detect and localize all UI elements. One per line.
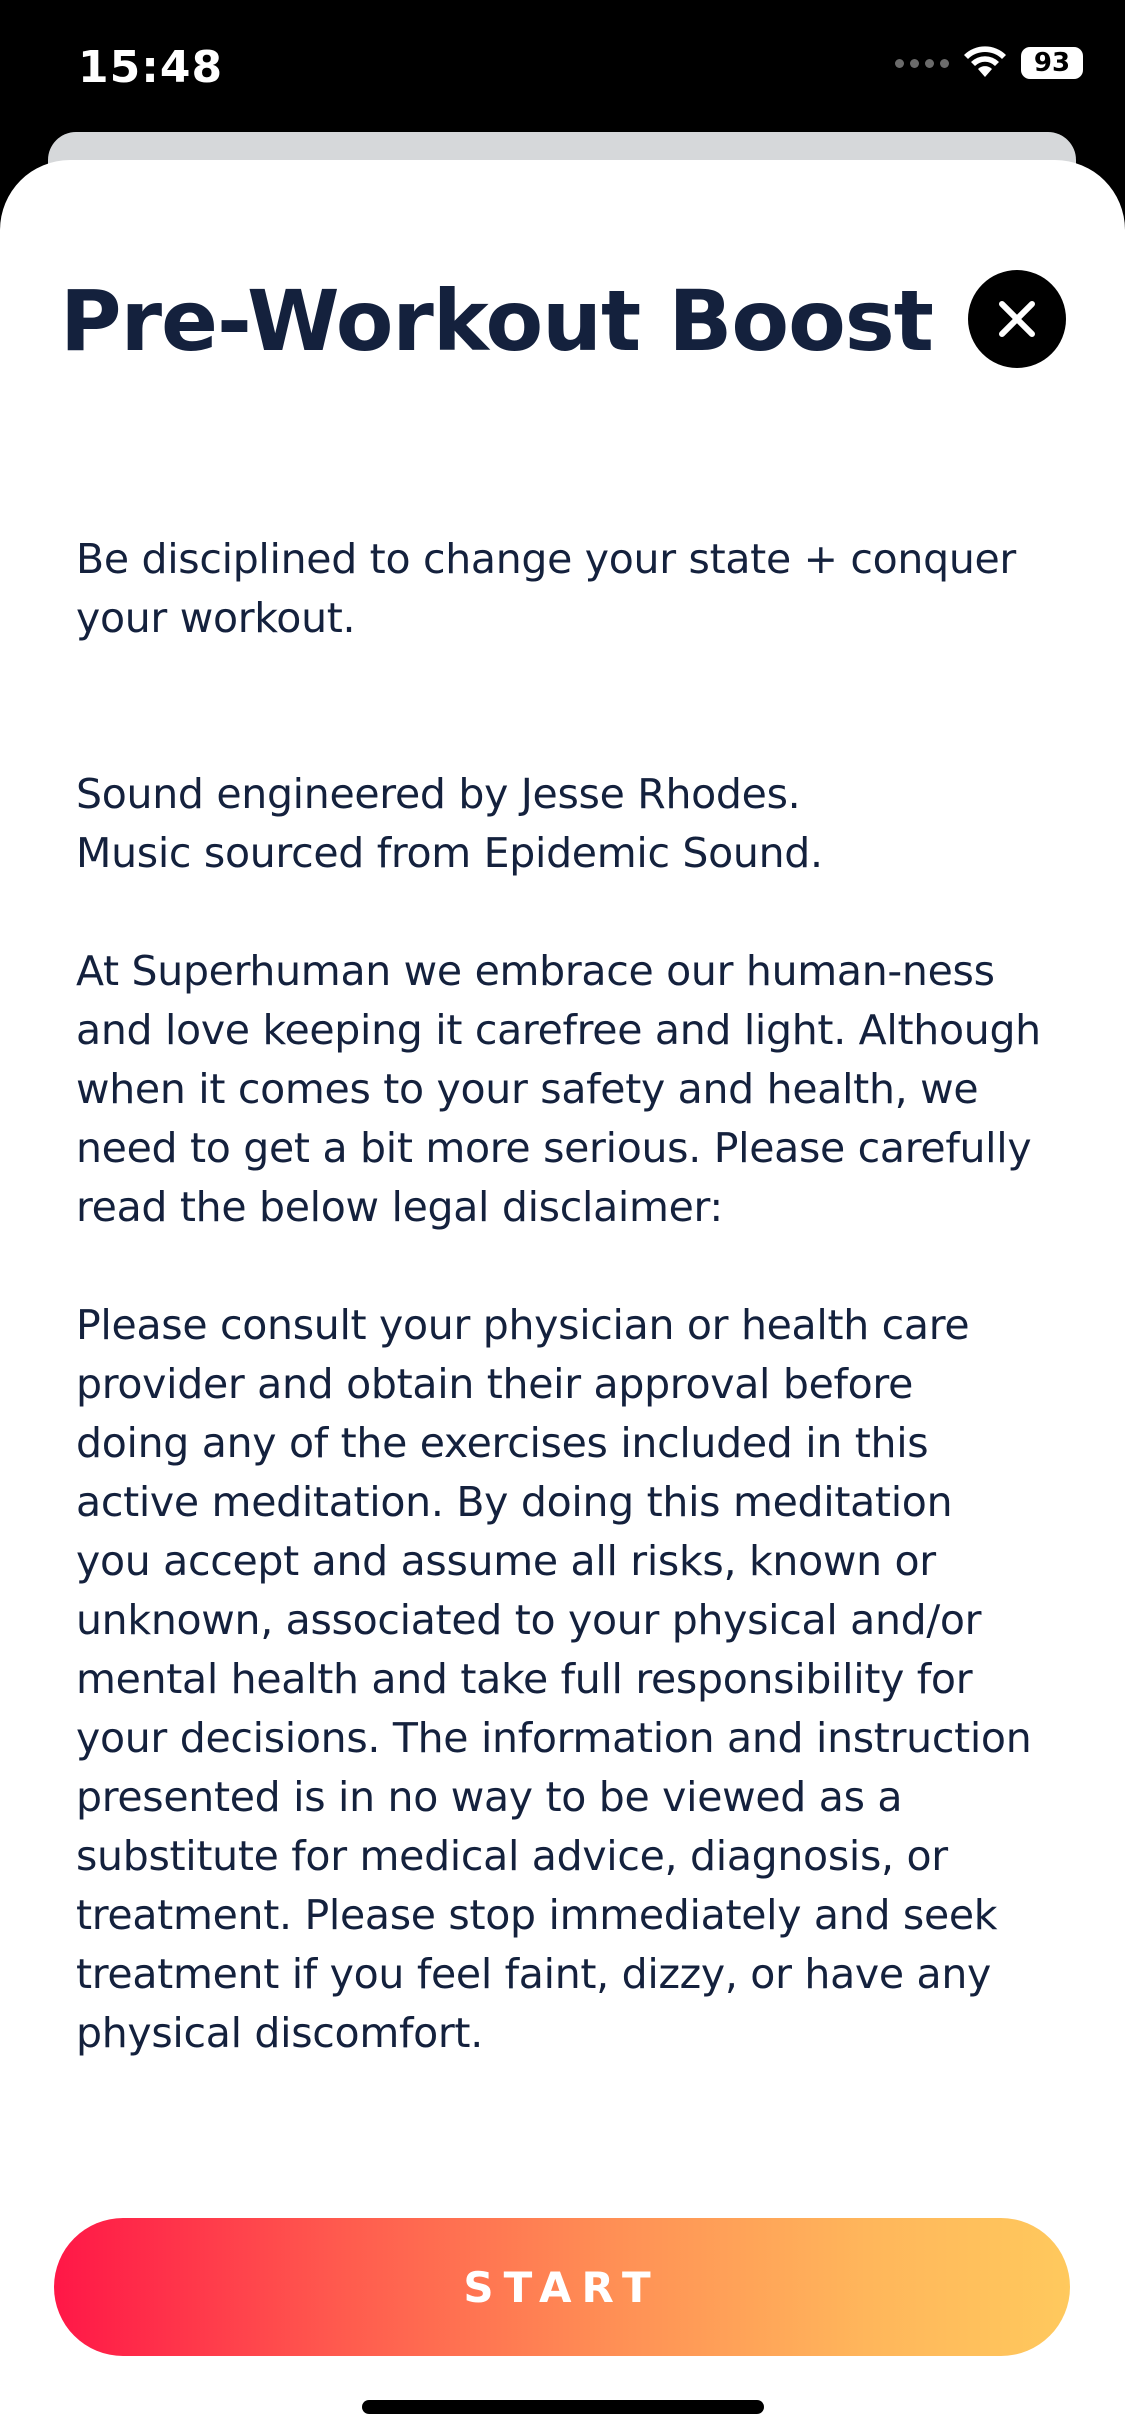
close-icon: [997, 299, 1037, 339]
status-bar: [0, 0, 1125, 130]
battery-level: 93: [1021, 47, 1083, 79]
description-scroll-area[interactable]: [76, 530, 1066, 2057]
description-paragraph: Sound engineered by Jesse Rhodes. Music sourced from Epidemic Sound.: [76, 770, 823, 877]
close-button[interactable]: [968, 270, 1066, 368]
status-indicators: [895, 46, 1077, 80]
status-time: 15:48: [78, 42, 224, 93]
description-paragraph: At Superhuman we embrace our human-ness and love keeping it carefree and light. Although when it comes to your safety and health, we need to get a bit more serious. Please carefully read the below legal disclaimer:: [76, 947, 1041, 1231]
description-paragraph: Be disciplined to change your state + conquer your workout.: [76, 535, 1016, 642]
home-indicator[interactable]: [362, 2400, 764, 2414]
page-title: Pre-Workout Boost: [60, 272, 933, 370]
cellular-signal-icon: [895, 59, 949, 68]
wifi-icon: [963, 46, 1007, 80]
modal-sheet: [0, 160, 1125, 2436]
start-button[interactable]: START: [54, 2218, 1070, 2356]
description-paragraph: Please consult your physician or health care provider and obtain their approval before doing any of the exercises included in this active meditation. By doing this meditation you accept and assume all risks, known or unknown, associated to your physical and/or mental health and take full responsibility for your decisions. The information and instruction presented is in no way to be viewed as a substitute for medical advice, diagnosis, or treatment. Please stop immediately and seek treatment if you feel faint, dizzy, or have any physical discomfort.: [76, 1301, 1032, 2057]
battery-indicator: [1021, 47, 1077, 79]
